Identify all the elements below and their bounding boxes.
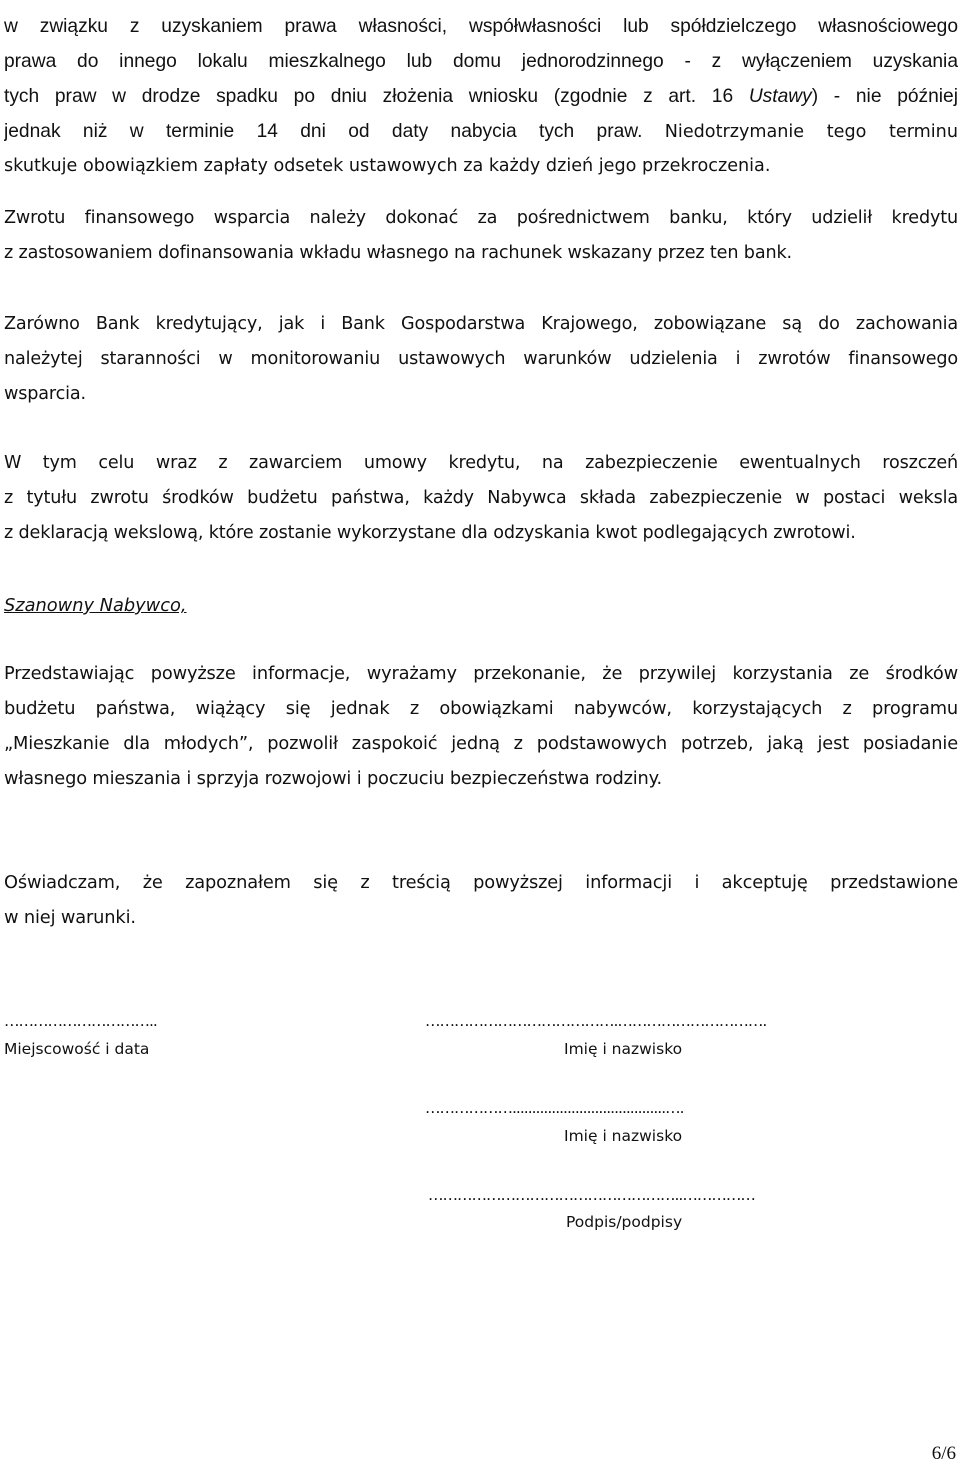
text-line: własnego mieszania i sprzyja rozwojowi i poczuciu bezpieczeństwa rodziny. <box>4 768 663 789</box>
signature-label: Podpis/podpisy <box>566 1213 683 1231</box>
text-line <box>4 79 958 114</box>
place-date-label: Miejscowość i data <box>4 1040 150 1058</box>
text-line: Przedstawiając powyższe informacje, wyrażamy przekonanie, że przywilej korzystania ze środków <box>4 663 958 684</box>
salutation: Szanowny Nabywco, <box>4 595 187 616</box>
name-line-1: ………………………………….…………………………. <box>425 1012 767 1030</box>
declaration <box>4 865 958 935</box>
text-line: wsparcia. <box>4 384 86 404</box>
page-number: 6/6 <box>931 1443 956 1464</box>
paragraph-security <box>4 446 958 551</box>
law-reference: Ustawy <box>748 86 812 107</box>
text-span: jednak niż w terminie 14 dni od daty nabycia tych praw. <box>4 121 665 142</box>
text-line: Oświadczam, że zapoznałem się z treścią powyższej informacji i akceptuję przedstawione <box>4 872 958 893</box>
paragraph-closing <box>4 656 958 796</box>
text-line: z tytułu zwrotu środków budżetu państwa, każdy Nabywca składa zabezpieczenie w postaci weksla <box>4 488 958 508</box>
paragraph-return-terms <box>4 9 958 184</box>
text-line: w związku z uzyskaniem prawa własności, współwłasności lub spółdzielczego własnościowego <box>4 16 958 37</box>
text-line: w niej warunki. <box>4 907 136 928</box>
text-line: budżetu państwa, wiążący się jednak z obowiązkami nabywców, korzystających z programu <box>4 698 958 719</box>
text-line: W tym celu wraz z zawarciem umowy kredytu, na zabezpieczenie ewentualnych roszczeń <box>4 453 958 473</box>
text-line: Zwrotu finansowego wsparcia należy dokonać za pośrednictwem banku, który udzielił kredytu <box>4 208 958 228</box>
signature-line: ……………………………………………..…………… <box>428 1186 755 1204</box>
place-date-line: ………………………….. <box>4 1012 157 1030</box>
text-line: prawa do innego lokalu mieszkalnego lub domu jednorodzinnego - z wyłączeniem uzyskania <box>4 51 958 72</box>
text-line: Zarówno Bank kredytujący, jak i Bank Gospodarstwa Krajowego, zobowiązane są do zachowania <box>4 314 958 334</box>
text-line: z zastosowaniem dofinansowania wkładu własnego na rachunek wskazany przez ten bank. <box>4 243 792 263</box>
text-line: z deklaracją wekslową, które zostanie wykorzystane dla odzyskania kwot podlegających zwrotowi. <box>4 523 856 543</box>
text-line: „Mieszkanie dla młodych”, pozwolił zaspokoić jedną z podstawowych potrzeb, jaką jest posiadanie <box>4 733 958 754</box>
text-line: skutkuje obowiązkiem zapłaty odsetek ustawowych za każdy dzień jego przekroczenia. <box>4 156 771 176</box>
name-label-2: Imię i nazwisko <box>564 1127 683 1145</box>
text-line: należytej staranności w monitorowaniu ustawowych warunków udzielenia i zwrotów finansowego <box>4 349 958 369</box>
text-span: ) - nie później <box>811 86 958 107</box>
paragraph-return-method <box>4 201 958 271</box>
name-line-2: ……………….......................................…. <box>425 1099 684 1117</box>
text-line <box>4 114 958 149</box>
text-span: Niedotrzymanie tego terminu <box>664 122 958 142</box>
text-span: tych praw w drodze spadku po dniu złożenia wniosku (zgodnie z art. 16 <box>4 86 749 107</box>
name-label-1: Imię i nazwisko <box>564 1040 683 1058</box>
paragraph-bank-obligations <box>4 307 958 412</box>
